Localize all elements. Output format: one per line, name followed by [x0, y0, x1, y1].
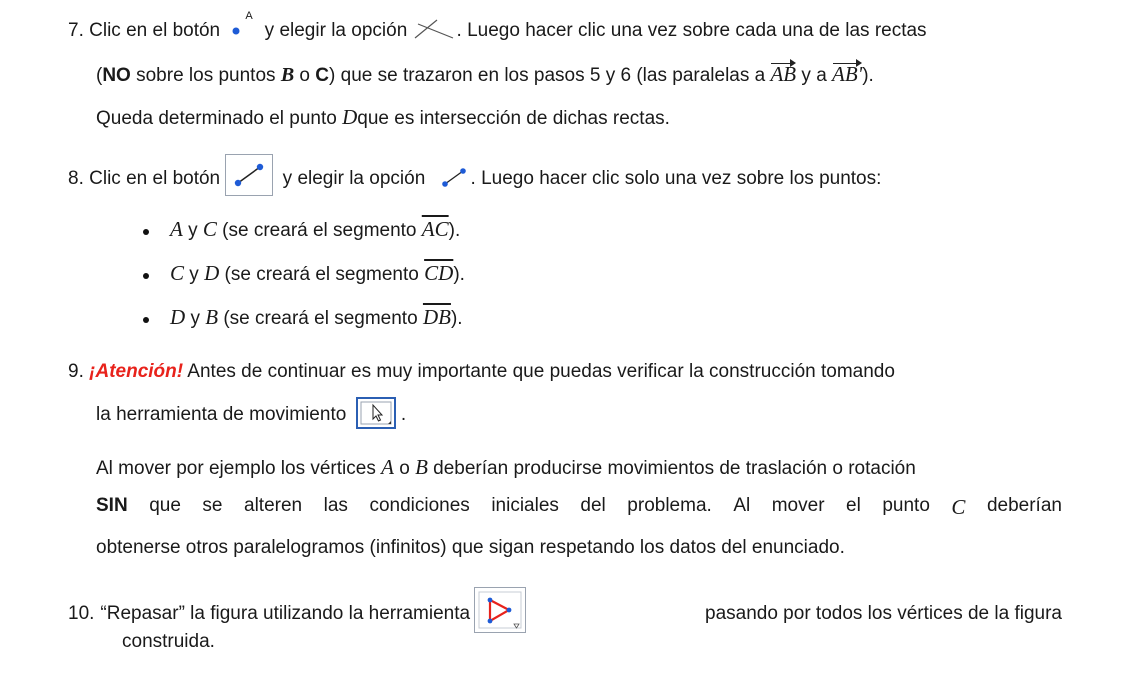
item8-line1: 8. Clic en el botón y elegir la opción . Luego hacer clic solo una vez sobre los puntos:	[68, 158, 881, 200]
item9-line1: 9. ¡Atención! Antes de continuar es muy importante que puedas verificar la construcción tomando	[68, 361, 895, 382]
item9-para2-line1: Al mover por ejemplo los vértices A o B deberían producirse movimientos de traslación o rotación	[96, 455, 916, 479]
segment-ac: $\overline{AC}$	[421, 217, 449, 241]
vector-ab-prime: AB'	[832, 62, 863, 86]
bullet-dot	[143, 273, 149, 279]
bullet-dot	[143, 317, 149, 323]
bullet-dot	[143, 229, 149, 235]
item7-line3: Queda determinado el punto Dque es intersección de dichas rectas.	[96, 105, 670, 129]
list-item: C y D (se creará el segmento $\overline{CD}$).	[170, 261, 465, 285]
item9-line2: la herramienta de movimiento .	[96, 399, 406, 431]
intersect-tool-icon[interactable]	[413, 17, 457, 41]
item7-line2: (NO sobre los puntos B o C) que se trazaron en los pasos 5 y 6 (las paralelas a AB y a AB').	[96, 62, 874, 86]
segment-tool-icon-small[interactable]	[431, 165, 471, 189]
pen-trace-tool-icon[interactable]	[474, 587, 526, 633]
segment-tool-icon[interactable]	[225, 154, 273, 196]
list-item: A y C (se creará el segmento $\overline{AC}$).	[170, 217, 461, 241]
item9-para2-line2: SIN que se alteren las condiciones iniciales del problema. Al mover el punto C deberían	[96, 495, 1062, 519]
item-number: 10.	[68, 603, 95, 624]
item7-line1: 7. Clic en el botón A y elegir la opción . Luego hacer clic una vez sobre cada una de las rectas	[68, 10, 927, 42]
segment-db: $\overline{DB}$	[422, 305, 451, 329]
attention-label: ¡Atención!	[89, 361, 184, 382]
list-item: D y B (se creará el segmento $\overline{DB}$).	[170, 305, 463, 329]
vector-ab: AB	[770, 62, 797, 86]
item10-line2: construida.	[122, 631, 215, 652]
item10-line1: 10. “Repasar” la figura utilizando la herramienta pasando por todos los vértices de la figura	[68, 591, 1062, 637]
item9-para2-line3: obtenerse otros paralelogramos (infinitos) que sigan respetando los datos del enunciado.	[96, 537, 845, 558]
move-tool-icon[interactable]	[356, 397, 396, 429]
item-number: 8.	[68, 168, 84, 190]
item-number: 9.	[68, 361, 84, 382]
item-number: 7.	[68, 20, 84, 42]
point-tool-icon[interactable]: A	[225, 14, 259, 42]
segment-cd: $\overline{CD}$	[424, 261, 454, 285]
